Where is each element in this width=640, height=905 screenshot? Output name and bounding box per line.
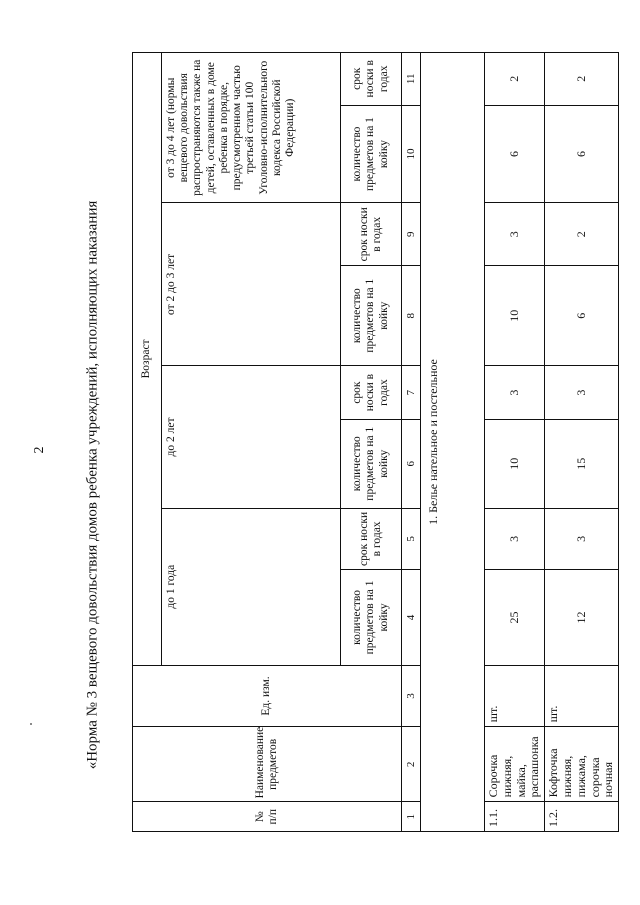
- col-number: 8: [402, 266, 421, 366]
- row-value: 3: [485, 203, 545, 266]
- row-value: 2: [545, 203, 619, 266]
- row-name: Кофточка нижняя, пижама, сорочка ночная: [545, 727, 619, 802]
- col-number: 2: [402, 727, 421, 802]
- row-value: 12: [545, 570, 619, 666]
- header-qty: количество предметов на 1 койку: [341, 419, 402, 508]
- row-value: 6: [545, 266, 619, 366]
- row-value: 10: [485, 419, 545, 508]
- header-group-under-1: до 1 года: [162, 508, 341, 665]
- row-value: 3: [545, 366, 619, 420]
- header-unit: Ед. изм.: [133, 665, 402, 726]
- row-value: 15: [545, 419, 619, 508]
- col-number: 3: [402, 665, 421, 726]
- norm-table-rotated: [132, 52, 616, 832]
- col-number: 5: [402, 508, 421, 569]
- header-row-age: [133, 53, 162, 832]
- row-value: 3: [485, 508, 545, 569]
- header-group-under-2: до 2 лет: [162, 366, 341, 508]
- col-number: 9: [402, 203, 421, 266]
- col-number: 6: [402, 419, 421, 508]
- col-number: 11: [402, 53, 421, 106]
- row-value: 6: [485, 105, 545, 203]
- header-qty: количество предметов на 1 койку: [341, 570, 402, 666]
- section-row: [421, 53, 485, 832]
- row-value: 3: [545, 508, 619, 569]
- col-number: 4: [402, 570, 421, 666]
- header-age: Возраст: [133, 53, 162, 666]
- norm-table: [132, 52, 619, 832]
- col-number: 7: [402, 366, 421, 420]
- header-group-3-4: от 3 до 4 лет (нормы вещевого довольствия распространяются также на детей, оставленных в доме ребенка в порядке, предусмотренном частью третьей статьи 100 Уголовно-исполнительного кодекса Российской Федерации): [162, 53, 341, 203]
- document-title: «Норма № 3 вещевого довольствия домов ребенка учреждений, исполняющих наказания: [84, 200, 101, 770]
- table-row: [545, 53, 619, 832]
- col-number: 10: [402, 105, 421, 203]
- row-name: Сорочка нижняя, майка, распашонка: [485, 727, 545, 802]
- header-term: срок носки в годах: [341, 366, 402, 420]
- row-unit: шт.: [545, 665, 619, 726]
- header-group-2-3: от 2 до 3 лет: [162, 203, 341, 366]
- header-term: срок носки в годах: [341, 508, 402, 569]
- scan-speck: [30, 723, 32, 725]
- header-num: № п/п: [133, 802, 402, 832]
- table-row: [485, 53, 545, 832]
- column-numbers-row: [402, 53, 421, 832]
- row-value: 2: [485, 53, 545, 106]
- header-qty: количество предметов на 1 койку: [341, 105, 402, 203]
- row-value: 2: [545, 53, 619, 106]
- section-title: 1. Белье нательное и постельное: [421, 53, 485, 832]
- row-value: 6: [545, 105, 619, 203]
- row-num: 1.1.: [485, 802, 545, 832]
- header-term: срок носки в годах: [341, 203, 402, 266]
- row-num: 1.2.: [545, 802, 619, 832]
- header-qty: количество предметов на 1 койку: [341, 266, 402, 366]
- row-value: 10: [485, 266, 545, 366]
- page-number: 2: [32, 446, 47, 454]
- header-name: Наименование предметов: [133, 727, 402, 802]
- col-number: 1: [402, 802, 421, 832]
- row-value: 25: [485, 570, 545, 666]
- row-unit: шт.: [485, 665, 545, 726]
- header-term: срок носки в годах: [341, 53, 402, 106]
- row-value: 3: [485, 366, 545, 420]
